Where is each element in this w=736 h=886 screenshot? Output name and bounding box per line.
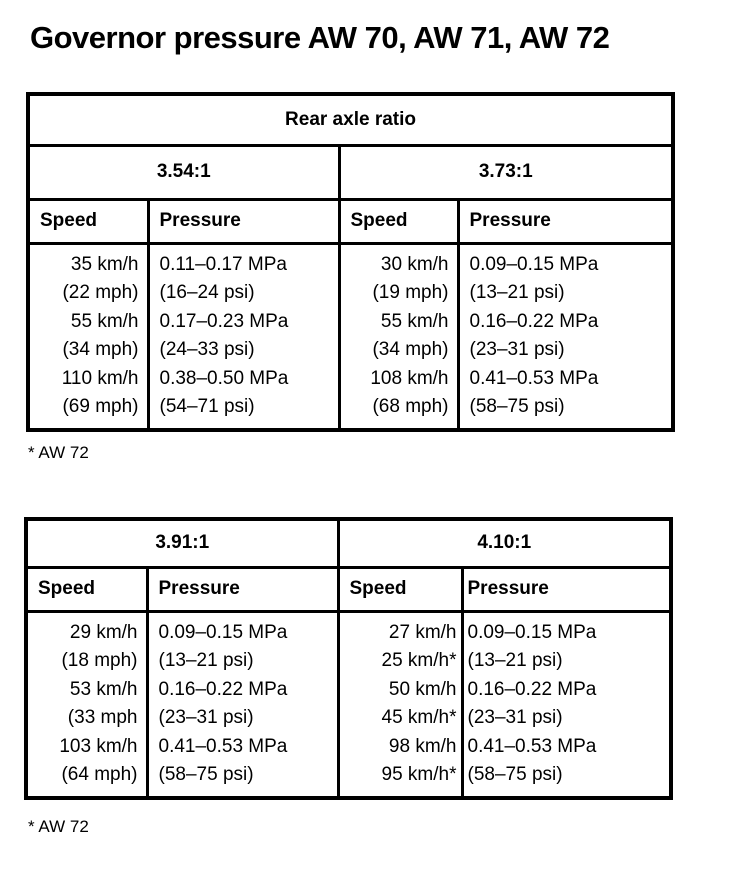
speed-column-header: Speed: [28, 199, 148, 243]
page-title: Governor pressure AW 70, AW 71, AW 72: [30, 20, 610, 55]
pressure-cell: [462, 611, 671, 798]
footnote: * AW 72: [28, 443, 89, 462]
speed-value: 110 km/h: [61, 367, 139, 389]
speed-value: 45 km/h*: [381, 707, 457, 728]
speed-value: 98 km/h: [388, 735, 457, 757]
speed-value: (18 mph): [61, 650, 138, 671]
speed-value: 55 km/h: [70, 310, 139, 332]
pressure-value: (23–31 psi): [158, 707, 254, 728]
speed-value: 35 km/h: [70, 253, 139, 275]
pressure-value: 0.41–0.53 MPa: [158, 735, 288, 757]
speed-value: (19 mph): [372, 282, 449, 303]
speed-column-header: Speed: [338, 567, 462, 611]
speed-value: (33 mph: [67, 707, 138, 728]
pressure-value: 0.09–0.15 MPa: [469, 253, 599, 275]
speed-column-header: Speed: [26, 567, 147, 611]
pressure-cell: [148, 243, 339, 430]
ratio-header: 4.10:1: [338, 519, 671, 567]
pressure-value: (23–31 psi): [469, 339, 565, 360]
pressure-value: 0.16–0.22 MPa: [467, 678, 597, 700]
speed-value: 50 km/h: [388, 678, 457, 700]
pressure-value: (54–71 psi): [159, 396, 255, 417]
pressure-value: (58–75 psi): [158, 764, 254, 785]
speed-value: 27 km/h: [388, 621, 457, 643]
pressure-value: (58–75 psi): [467, 764, 563, 785]
pressure-value: (24–33 psi): [159, 339, 255, 360]
pressure-value: (23–31 psi): [467, 707, 563, 728]
pressure-value: (13–21 psi): [469, 282, 565, 303]
speed-value: (22 mph): [62, 282, 139, 303]
pressure-column-header: Pressure: [458, 199, 673, 243]
footnote: * AW 72: [28, 817, 89, 836]
speed-value: 95 km/h*: [381, 764, 457, 785]
speed-value: 25 km/h*: [381, 650, 457, 671]
pressure-value: 0.16–0.22 MPa: [469, 310, 599, 332]
speed-value: 108 km/h: [370, 367, 449, 389]
pressure-column-header: Pressure: [147, 567, 338, 611]
pressure-column-header: Pressure: [462, 567, 671, 611]
speed-cell: [26, 611, 147, 798]
pressure-cell: [458, 243, 673, 430]
speed-value: (68 mph): [372, 396, 449, 417]
speed-value: 55 km/h: [380, 310, 449, 332]
pressure-value: 0.09–0.15 MPa: [467, 621, 597, 643]
ratio-header: 3.91:1: [26, 519, 338, 567]
pressure-value: 0.17–0.23 MPa: [159, 310, 289, 332]
speed-value: (69 mph): [62, 396, 139, 417]
speed-value: (34 mph): [372, 339, 449, 360]
speed-cell: [339, 243, 458, 430]
speed-value: 103 km/h: [59, 735, 138, 757]
speed-value: (64 mph): [61, 764, 138, 785]
pressure-cell: [147, 611, 338, 798]
pressure-value: 0.11–0.17 MPa: [159, 253, 287, 275]
pressure-value: (13–21 psi): [467, 650, 563, 671]
ratio-header: 3.54:1: [28, 145, 339, 199]
speed-cell: [338, 611, 462, 798]
pressure-value: 0.09–0.15 MPa: [158, 621, 288, 643]
speed-cell: [28, 243, 148, 430]
speed-value: 29 km/h: [69, 621, 138, 643]
speed-value: 30 km/h: [380, 253, 449, 275]
pressure-value: 0.16–0.22 MPa: [158, 678, 288, 700]
governor-pressure-table-1: [26, 92, 675, 432]
speed-column-header: Speed: [339, 199, 458, 243]
ratio-header: 3.73:1: [339, 145, 673, 199]
pressure-value: (58–75 psi): [469, 396, 565, 417]
speed-value: 53 km/h: [69, 678, 138, 700]
rear-axle-ratio-header: Rear axle ratio: [28, 94, 673, 145]
pressure-value: 0.38–0.50 MPa: [159, 367, 289, 389]
pressure-column-header: Pressure: [148, 199, 339, 243]
speed-value: (34 mph): [62, 339, 139, 360]
pressure-value: 0.41–0.53 MPa: [467, 735, 597, 757]
governor-pressure-table-2: [24, 517, 673, 800]
pressure-value: (13–21 psi): [158, 650, 254, 671]
pressure-value: 0.41–0.53 MPa: [469, 367, 599, 389]
pressure-value: (16–24 psi): [159, 282, 255, 303]
